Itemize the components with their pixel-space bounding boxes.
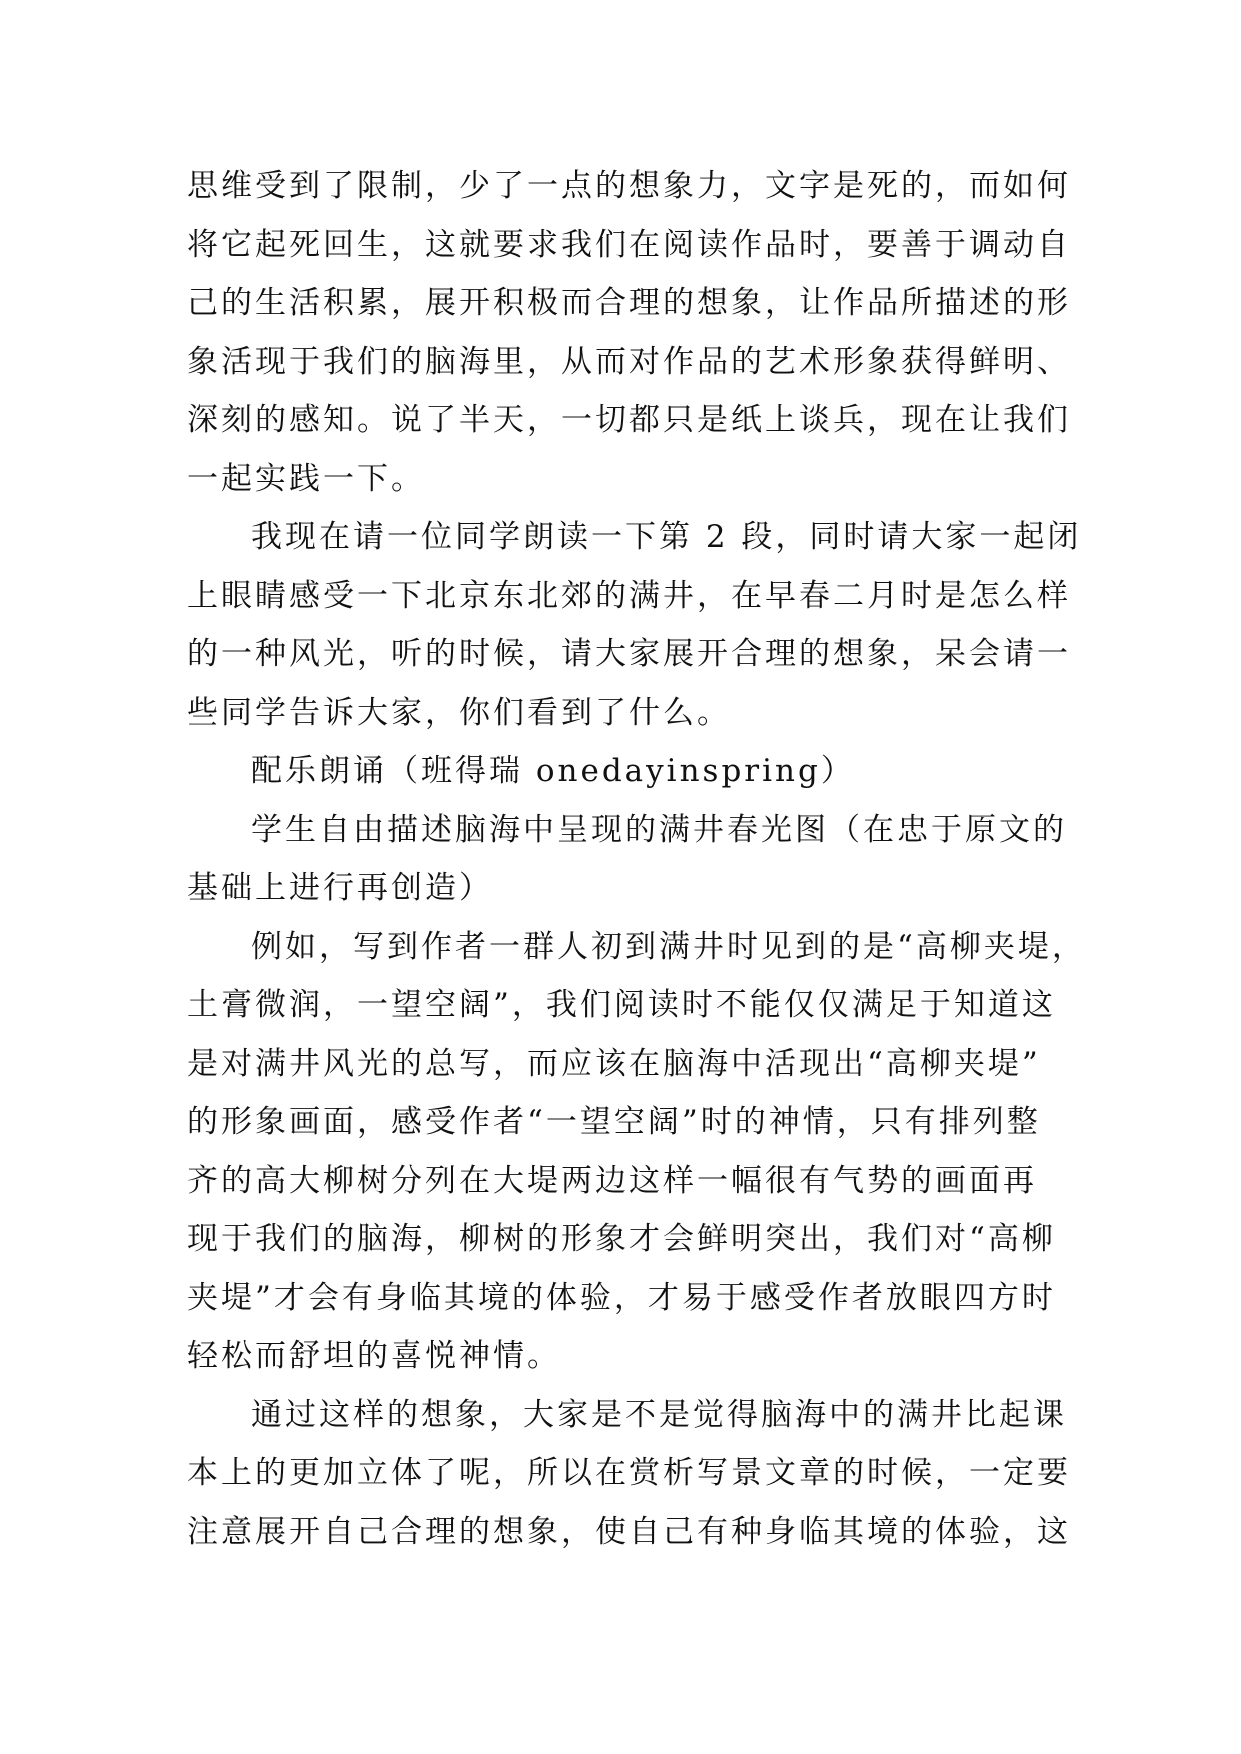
text-line: 注意展开自己合理的想象，使自己有种身临其境的体验，这 xyxy=(187,1513,1071,1550)
text-line: 一起实践一下。 xyxy=(187,460,425,497)
text-line: 象活现于我们的脑海里，从而对作品的艺术形象获得鲜明、 xyxy=(187,343,1071,380)
text-line: 是对满井风光的总写，而应该在脑海中活现出“高柳夹堤” xyxy=(187,1045,1041,1082)
body-text xyxy=(187,157,1086,1561)
text-line: 上眼睛感受一下北京东北郊的满井，在早春二月时是怎么样 xyxy=(187,577,1071,614)
text-line: 通过这样的想象，大家是不是觉得脑海中的满井比起课 xyxy=(251,1396,1067,1433)
text-line: 轻松而舒坦的喜悦神情。 xyxy=(187,1338,561,1374)
text-line: 配乐朗诵（班得瑞 onedayinspring） xyxy=(251,753,855,789)
text-line: 例如，写到作者一群人初到满井时见到的是“高柳夹堤， xyxy=(251,928,1086,965)
text-line: 学生自由描述脑海中呈现的满井春光图（在忠于原文的 xyxy=(251,811,1067,848)
text-line: 些同学告诉大家，你们看到了什么。 xyxy=(187,694,731,731)
text-line: 深刻的感知。说了半天，一切都只是纸上谈兵，现在让我们 xyxy=(187,402,1071,438)
text-line: 土膏微润，一望空阔”，我们阅读时不能仅仅满足于知道这 xyxy=(187,987,1056,1023)
text-line: 己的生活积累，展开积极而合理的想象，让作品所描述的形 xyxy=(187,285,1071,321)
text-line: 本上的更加立体了呢，所以在赏析写景文章的时候，一定要 xyxy=(187,1455,1071,1491)
text-line: 现于我们的脑海，柳树的形象才会鲜明突出，我们对“高柳 xyxy=(187,1221,1056,1257)
text-line: 将它起死回生，这就要求我们在阅读作品时，要善于调动自 xyxy=(187,226,1071,263)
text-line: 的形象画面，感受作者“一望空阔”时的神情，只有排列整 xyxy=(187,1104,1041,1140)
text-line: 齐的高大柳树分列在大堤两边这样一幅很有气势的画面再 xyxy=(187,1162,1037,1199)
text-line: 思维受到了限制，少了一点的想象力，文字是死的，而如何 xyxy=(187,168,1071,204)
text-line: 基础上进行再创造） xyxy=(187,870,493,906)
text-line: 我现在请一位同学朗读一下第 2 段，同时请大家一起闭 xyxy=(251,519,1082,555)
text-line: 夹堤”才会有身临其境的体验，才易于感受作者放眼四方时 xyxy=(187,1279,1056,1316)
text-line: 的一种风光，听的时候，请大家展开合理的想象，呆会请一 xyxy=(187,636,1071,672)
